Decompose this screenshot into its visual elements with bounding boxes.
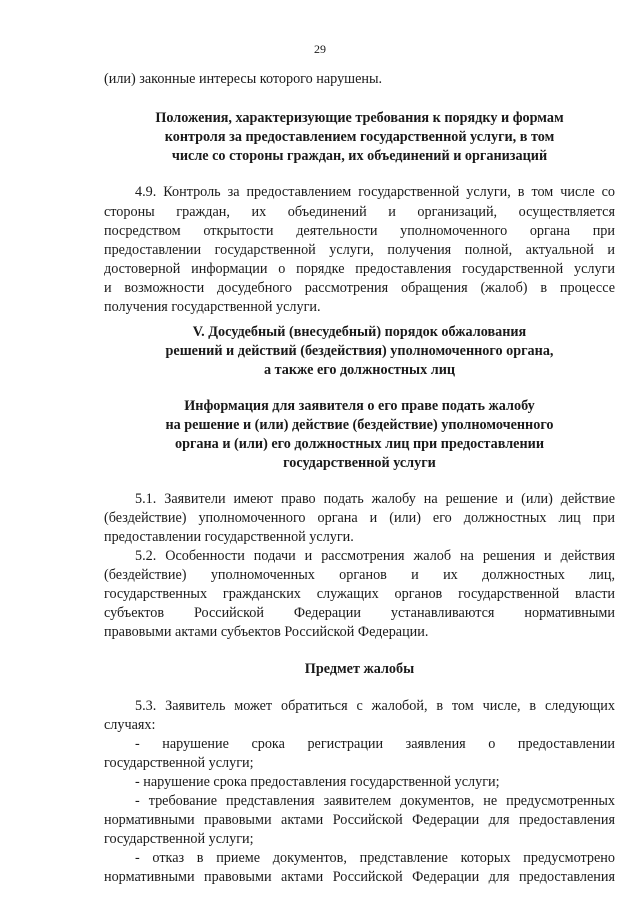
section-heading-line: числе со стороны граждан, их объединений и организаций — [171, 148, 548, 164]
list-item-line: - отказ в приеме документов, представление которых предусмотрено — [135, 850, 615, 866]
paragraph-line: 4.9. Контроль за предоставлением государственной услуги, в том числе со — [135, 184, 615, 200]
paragraph-line: стороны граждан, их объединений и организаций, осуществляется — [104, 204, 615, 220]
list-item-line: государственной услуги; — [104, 755, 254, 771]
section-heading-line: Положения, характеризующие требования к порядку и формам — [155, 110, 564, 126]
list-item-line: нормативными правовыми актами Российской Федерации для предоставления — [104, 869, 615, 885]
list-item-line: государственной услуги; — [104, 831, 254, 847]
paragraph-line: (бездействие) уполномоченных органов и их должностных лиц, — [104, 567, 615, 583]
list-item-line: нормативными правовыми актами Российской Федерации для предоставления — [104, 812, 615, 828]
paragraph-line: (бездействие) уполномоченного органа и (или) его должностных лиц при — [104, 510, 615, 526]
list-item-line: - требование представления заявителем документов, не предусмотренных — [135, 793, 615, 809]
paragraph-line: получения государственной услуги. — [104, 299, 321, 315]
chapter-heading-line: V. Досудебный (внесудебный) порядок обжалования — [192, 324, 527, 340]
paragraph-line: и возможности досудебного рассмотрения обращения (жалоб) в процессе — [104, 280, 615, 296]
paragraph-line: 5.1. Заявители имеют право подать жалобу на решение и (или) действие — [135, 491, 615, 507]
paragraph-line: государственных гражданских служащих органов государственной власти — [104, 586, 615, 602]
paragraph-line: 5.3. Заявитель может обратиться с жалобой, в том числе, в следующих — [135, 698, 615, 714]
section-heading-line: контроля за предоставлением государственной услуги, в том — [164, 129, 555, 145]
paragraph-line: достоверной информации о порядке предоставления государственной услуги — [104, 261, 615, 277]
chapter-heading-line: решений и действий (бездействия) уполномоченного органа, — [165, 343, 554, 359]
paragraph-line: субъектов Российской Федерации устанавливаются нормативными — [104, 605, 615, 621]
subsection-heading-line: органа и (или) его должностных лиц при предоставлении — [174, 436, 545, 452]
paragraph-line: предоставлении государственной услуги. — [104, 529, 354, 545]
subsection-heading-line: государственной услуги — [283, 455, 436, 471]
subsection-heading-line: на решение и (или) действие (бездействие) уполномоченного — [165, 417, 554, 433]
subsection-heading-line: Информация для заявителя о его праве подать жалобу — [184, 398, 535, 414]
list-item-line: - нарушение срока предоставления государственной услуги; — [135, 774, 500, 790]
list-item-line: - нарушение срока регистрации заявления о предоставлении — [135, 736, 615, 752]
paragraph-line: предоставлении государственной услуги, получения полной, актуальной и — [104, 242, 615, 258]
paragraph-line: случаях: — [104, 717, 156, 733]
chapter-heading-line: а также его должностных лиц — [263, 362, 456, 378]
page-number: 29 — [314, 42, 326, 56]
subsection-heading-line: Предмет жалобы — [304, 661, 415, 677]
paragraph-line: 5.2. Особенности подачи и рассмотрения жалоб на решения и действия — [135, 548, 615, 564]
text-line: (или) законные интересы которого нарушены. — [104, 71, 383, 87]
paragraph-line: посредством открытости деятельности уполномоченного органа при — [104, 223, 615, 239]
paragraph-line: правовыми актами субъектов Российской Федерации. — [104, 624, 429, 640]
